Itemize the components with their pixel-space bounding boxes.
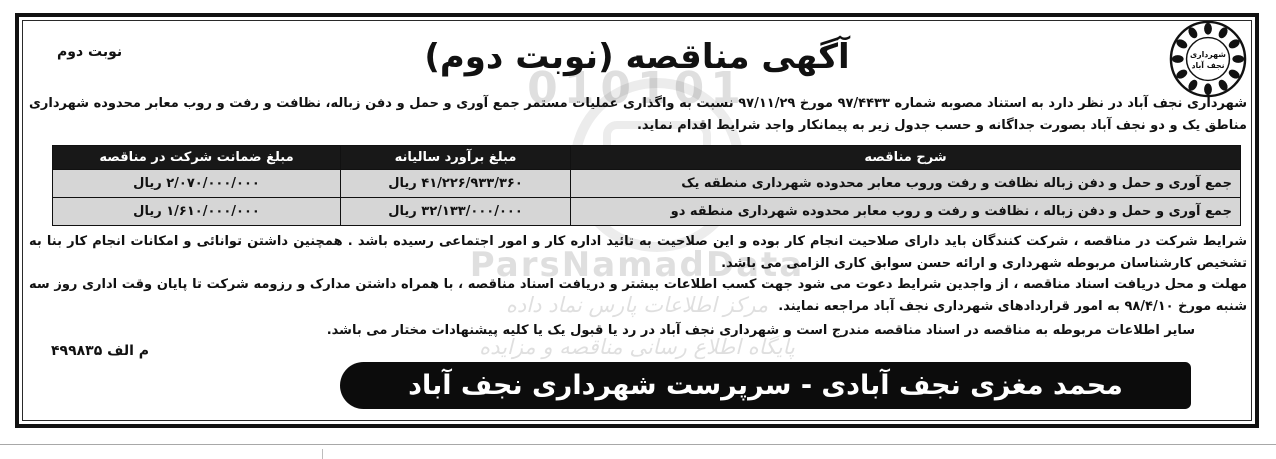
logo-text-line-2: نجف آباد: [1191, 60, 1225, 70]
signature-text: محمد مغزی نجف آبادی - سرپرست شهرداری نجف آباد: [408, 370, 1123, 401]
watermark-persian-line-2: پایگاه اطلاع رسانی مناقصه و مزایده: [479, 335, 795, 359]
logo-text-line-1: شهرداری: [1190, 50, 1226, 60]
header-guarantee: مبلغ ضمانت شرکت در مناقصه: [53, 146, 341, 170]
watermark-persian-line-1: مرکز اطلاعات پارس نماد داده: [505, 293, 769, 317]
round-label: نوبت دوم: [57, 44, 123, 60]
table-header-row: [53, 146, 1241, 170]
intro-paragraph: شهرداری نجف آباد در نظر دارد به استناد مصوبه شماره ۹۷/۴۴۳۳ مورخ ۹۷/۱۱/۲۹ نسبت به واگذاری عملیات مستمر جمع آوری و حمل و دفن زباله، نظافت و رفت و روب معابر محدوده شهرداری مناطق یک و دو نجف آباد بصورت جداگانه و حسب جدول زیر به پیمانکار واجد شرایط اقدام نماید.: [29, 96, 1248, 133]
tender-notice: [15, 13, 1259, 428]
header-annual-estimate: مبلغ برآورد سالیانه: [341, 146, 571, 170]
watermark-digits: 010101: [527, 63, 747, 114]
row-guarantee: ۱/۶۱۰/۰۰۰/۰۰۰ ریال: [53, 198, 341, 226]
page-divider: [0, 444, 1276, 445]
table-row: [53, 198, 1241, 226]
row-description: جمع آوری و حمل و دفن زباله ، نظافت و رفت و روب معابر محدوده شهرداری منطقه دو: [571, 198, 1241, 226]
ad-code: م الف ۴۹۹۸۳۵: [51, 343, 150, 359]
signature-banner: [340, 362, 1191, 409]
table-row: [53, 170, 1241, 198]
notice-title: آگهی مناقصه (نوبت دوم): [424, 37, 850, 77]
row-description: جمع آوری و حمل و دفن زباله نظافت و رفت وروب معابر محدوده شهرداری منطقه یک: [571, 170, 1241, 198]
column-tick: [322, 449, 323, 459]
row-annual-estimate: ۴۱/۲۲۶/۹۳۳/۳۶۰ ریال: [341, 170, 571, 198]
other-info-paragraph: سایر اطلاعات مربوطه به مناقصه در اسناد مناقصه مندرج است و شهرداری نجف آباد در رد یا قبول یک یا کلیه پیشنهادات مختار می باشد.: [326, 323, 1195, 338]
watermark-latin: ParsNamadData: [469, 245, 805, 285]
row-guarantee: ۲/۰۷۰/۰۰۰/۰۰۰ ریال: [53, 170, 341, 198]
deadline-paragraph: مهلت و محل دریافت اسناد مناقصه ، از واجدین شرایط دعوت می شود جهت کسب اطلاعات بیشتر و دریافت اسناد مناقصه ، با همراه داشتن مدارک و رزومه شرکت تا پایان وقت اداری روز سه شنبه مورخ ۹۸/۴/۱۰ به امور قراردادهای شهرداری نجف آباد مراجعه نمایند.: [29, 277, 1247, 314]
row-annual-estimate: ۳۲/۱۳۳/۰۰۰/۰۰۰ ریال: [341, 198, 571, 226]
tender-table: [52, 145, 1241, 226]
header-description: شرح مناقصه: [571, 146, 1241, 170]
conditions-paragraph: شرایط شرکت در مناقصه ، شرکت کنندگان باید دارای صلاحیت انجام کار بوده و این صلاحیت به تائید اداره کار و امور اجتماعی رسیده باشد . همچنین داشتن توانائی و امکانات انجام کار بنا به تشخیص کارشناسان مربوطه شهرداری و ارائه حسن سوابق کاری الزامی می باشد.: [29, 234, 1247, 271]
